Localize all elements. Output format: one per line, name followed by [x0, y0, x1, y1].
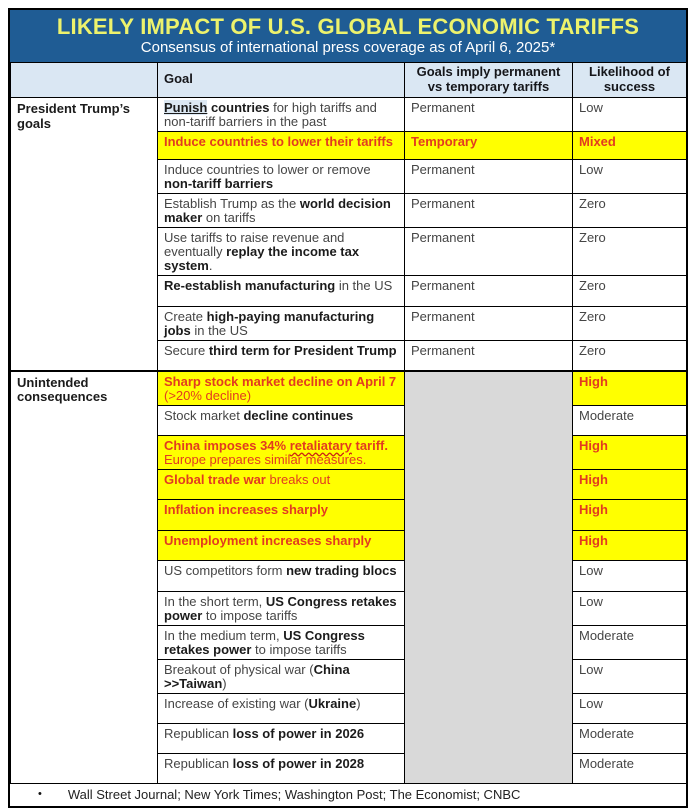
goal-cell	[158, 625, 405, 659]
goal-cell	[158, 306, 405, 340]
page-title: LIKELY IMPACT OF U.S. GLOBAL ECONOMIC TARIFFS	[56, 14, 640, 39]
impact-table	[10, 62, 687, 784]
goal-text-segment: tariff.	[351, 437, 388, 453]
goal-text-segment: Increase of existing war (	[164, 695, 309, 711]
goal-text-segment: Stock market	[164, 407, 244, 423]
goal-cell	[158, 341, 405, 371]
goal-text-segment: countries	[207, 99, 270, 115]
goal-text-segment: to impose tariffs	[251, 641, 347, 657]
goal-cell	[158, 275, 405, 306]
goal-text-segment: world decision maker	[164, 195, 391, 225]
likelihood-cell: Zero	[573, 341, 687, 371]
likelihood-cell: Low	[573, 159, 687, 193]
goal-text-segment: Punish	[164, 99, 208, 115]
sources-text: Wall Street Journal; New York Times; Washington Post; The Economist; CNBC	[67, 786, 521, 802]
goal-text-segment: decline continues	[243, 407, 354, 423]
title-bar	[10, 10, 686, 62]
goal-text-segment: Create	[164, 308, 207, 324]
header-likelihood: Likelihood of success	[573, 62, 687, 97]
goal-text-segment: )	[356, 695, 361, 711]
goal-cell	[158, 159, 405, 193]
header-permanence: Goals imply permanent vs temporary tariffs	[405, 62, 573, 97]
goal-text-segment: Global trade war	[164, 471, 266, 487]
permanence-cell: Permanent	[405, 97, 573, 131]
goal-cell	[158, 723, 405, 753]
likelihood-cell: Moderate	[573, 723, 687, 753]
permanence-cell: Permanent	[405, 193, 573, 227]
goal-text-segment: Secure	[164, 343, 209, 359]
likelihood-cell: High	[573, 530, 687, 560]
permanence-cell: Permanent	[405, 227, 573, 275]
likelihood-cell: High	[573, 435, 687, 469]
goal-text-segment: Use tariffs to raise revenue and eventually	[164, 229, 345, 259]
header-goal: Goal	[158, 62, 405, 97]
goal-cell	[158, 560, 405, 591]
goal-text-segment: )	[222, 675, 227, 691]
goal-text-segment: Republican	[164, 725, 233, 741]
goal-cell	[158, 693, 405, 723]
goal-cell	[158, 405, 405, 435]
goal-text-segment: China >>Taiwan	[164, 661, 350, 691]
likelihood-cell: Zero	[573, 306, 687, 340]
likelihood-cell: Zero	[573, 227, 687, 275]
goal-text-segment: new trading blocs	[286, 562, 397, 578]
goal-text-segment: Inflation increases sharply	[164, 501, 329, 517]
goal-text-segment: non-tariff barriers	[164, 175, 274, 191]
goal-text-segment: .	[208, 257, 213, 273]
goal-text-segment: high-paying manufacturing jobs	[164, 308, 375, 338]
permanence-cell: Permanent	[405, 341, 573, 371]
goal-text-segment: China imposes 34%	[164, 437, 290, 453]
likelihood-cell: Low	[573, 591, 687, 625]
sources-row	[10, 784, 686, 806]
goal-text-segment: to impose tariffs	[202, 607, 298, 623]
goal-cell	[158, 227, 405, 275]
goal-text-segment: Unemployment increases sharply	[164, 532, 372, 548]
likelihood-cell: High	[573, 371, 687, 406]
page-subtitle: Consensus of international press coverage as of April 6, 2025*	[140, 39, 556, 57]
goal-text-segment: breaks out	[265, 471, 331, 487]
likelihood-cell: Moderate	[573, 753, 687, 783]
goal-text-segment: in the US	[335, 277, 393, 293]
permanence-cell: Temporary	[405, 131, 573, 159]
goal-cell	[158, 435, 405, 469]
tariff-impact-board	[8, 8, 688, 808]
goal-text-segment: Establish Trump as the	[164, 195, 300, 211]
section-label: President Trump’s goals	[11, 97, 158, 370]
likelihood-cell: Low	[573, 659, 687, 693]
goal-cell	[158, 530, 405, 560]
likelihood-cell: Zero	[573, 193, 687, 227]
goal-cell	[158, 97, 405, 131]
goal-text-segment: In the medium term,	[164, 627, 284, 643]
goal-cell	[158, 371, 405, 406]
likelihood-cell: Moderate	[573, 405, 687, 435]
permanence-merged-cell	[405, 371, 573, 784]
goal-text-segment: (>20% decline)	[164, 387, 252, 403]
bullet-icon: •	[38, 788, 42, 801]
table-row	[11, 371, 687, 406]
section-label: Unintended consequences	[11, 371, 158, 784]
goal-text-segment: for high tariffs and non-tariff barriers in the past	[164, 99, 377, 129]
likelihood-cell: Low	[573, 693, 687, 723]
goal-text-segment: third term for President Trump	[208, 343, 397, 359]
likelihood-cell: Low	[573, 97, 687, 131]
table-body	[11, 97, 687, 783]
likelihood-cell: Zero	[573, 275, 687, 306]
likelihood-cell: High	[573, 499, 687, 530]
column-header-row	[11, 62, 687, 97]
goal-cell	[158, 469, 405, 499]
goal-text-segment: Europe prepares similar measures.	[164, 451, 367, 467]
goal-cell	[158, 499, 405, 530]
goal-text-segment: Re-establish manufacturing	[164, 277, 336, 293]
goal-text-segment: loss of power in 2026	[232, 725, 365, 741]
permanence-cell: Permanent	[405, 275, 573, 306]
likelihood-cell: Mixed	[573, 131, 687, 159]
likelihood-cell: Low	[573, 560, 687, 591]
goal-cell	[158, 659, 405, 693]
table-row	[11, 97, 687, 131]
goal-cell	[158, 753, 405, 783]
goal-cell	[158, 591, 405, 625]
goal-text-segment: US Congress retakes power	[164, 593, 397, 623]
goal-text-segment: Sharp stock market decline on April 7	[164, 373, 397, 389]
permanence-cell: Permanent	[405, 306, 573, 340]
goal-text-segment: Republican	[164, 755, 233, 771]
likelihood-cell: High	[573, 469, 687, 499]
goal-cell	[158, 193, 405, 227]
header-spacer	[11, 62, 158, 97]
goal-text-segment: Induce countries to lower or remove	[164, 161, 371, 177]
goal-cell	[158, 131, 405, 159]
goal-text-segment: Induce countries to lower their tariffs	[164, 133, 393, 149]
goal-text-segment: US Congress retakes power	[164, 627, 365, 657]
likelihood-cell: Moderate	[573, 625, 687, 659]
goal-text-segment: US competitors form	[164, 562, 287, 578]
goal-text-segment: on tariffs	[202, 209, 256, 225]
goal-text-segment: retaliatary	[289, 437, 352, 453]
goal-text-segment: In the short term,	[164, 593, 266, 609]
goal-text-segment: Ukraine	[308, 695, 357, 711]
goal-text-segment: Breakout of physical war (	[164, 661, 314, 677]
permanence-cell: Permanent	[405, 159, 573, 193]
goal-text-segment: in the US	[190, 322, 248, 338]
goal-text-segment: replay the income tax system	[164, 243, 360, 273]
goal-text-segment: loss of power in 2028	[232, 755, 365, 771]
